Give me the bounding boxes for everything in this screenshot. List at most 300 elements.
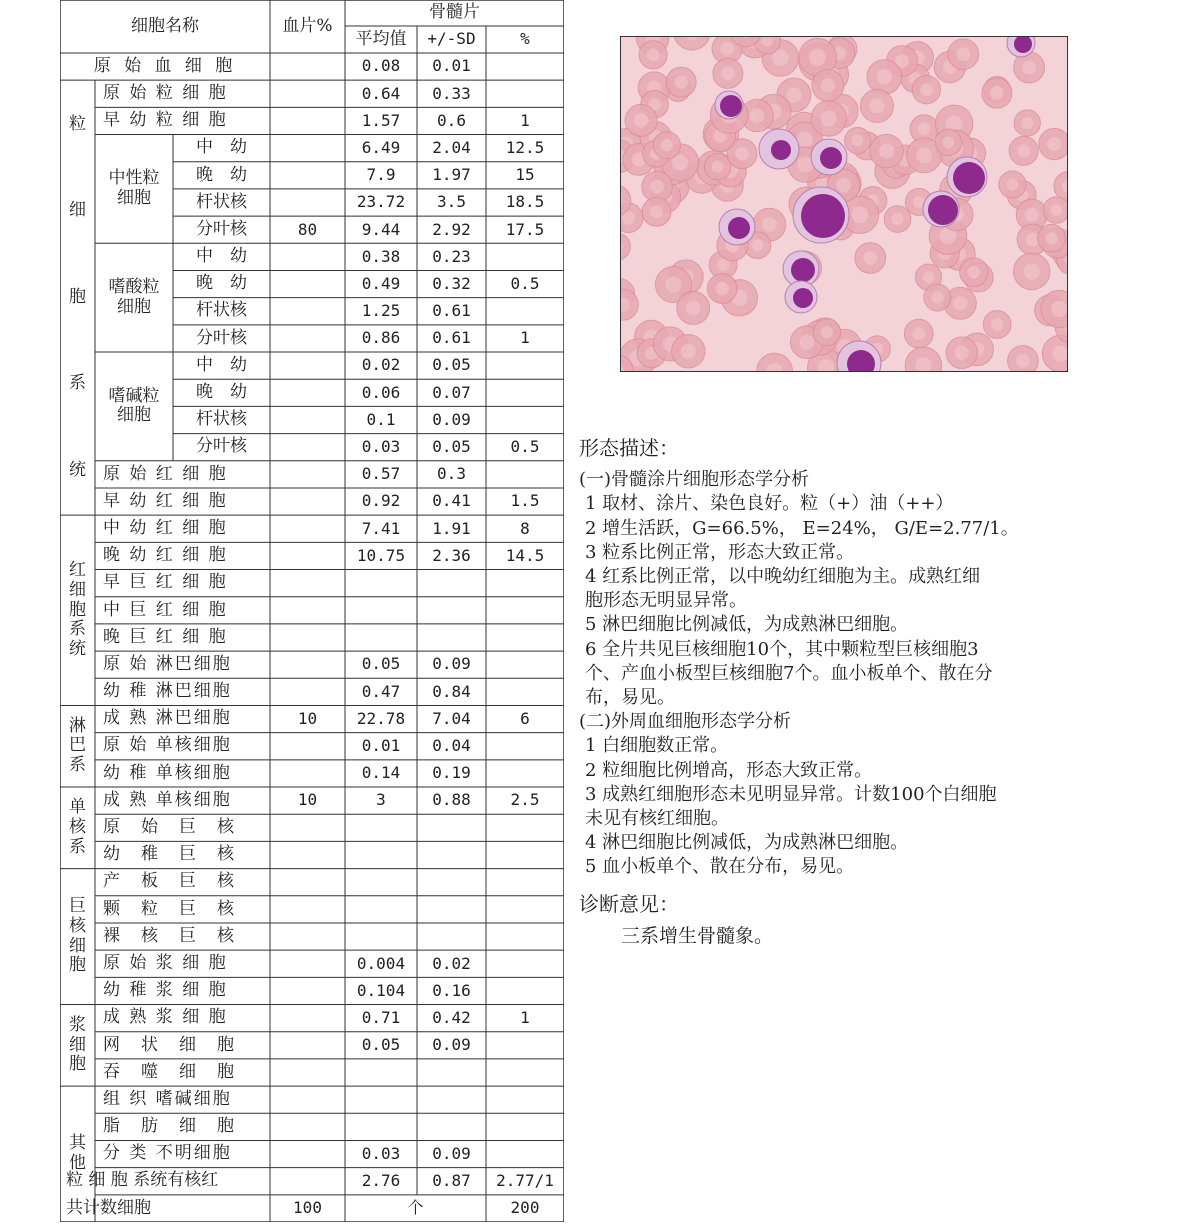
sd-value: 0.32 [432,273,471,293]
pct-value: 1 [520,328,530,348]
sd-value: 0.09 [432,1035,471,1055]
red-blood-cell-center [1006,178,1018,190]
sd-value: 2.04 [432,137,471,157]
red-blood-cell-center [877,69,893,85]
cell-name: 原 始 浆 细 胞 [103,952,228,973]
mean-value: 0.86 [361,328,401,348]
report-line: 3 成熟红细胞形态未见明显异常。计数100个白细胞 [585,783,997,805]
mean-value: 0.03 [361,1143,401,1163]
blood-pct-value [270,570,345,597]
blood-pct-value [270,243,345,270]
cell-nucleus [801,194,845,238]
mean-value: 7.41 [361,518,401,538]
mean-value: 0.71 [361,1007,401,1027]
mean-value: 1.25 [361,301,401,321]
cell-name: 中 幼 [196,137,247,158]
pct-value: 1.5 [510,491,540,511]
mean-value: 10.75 [356,545,406,565]
blood-pct-value [270,53,345,80]
report-text [579,436,1171,948]
sd-value [417,1086,486,1113]
sd-value: 2.92 [432,219,471,239]
subgroup-label [95,352,173,461]
group-label [60,705,95,787]
mean-value: 0.02 [361,355,401,375]
cell-name: 晚 幼 [196,382,247,403]
blood-pct-value [270,298,345,325]
red-blood-cell-center [762,217,777,232]
group-label [60,1005,95,1087]
subgroup-label-line: 细胞 [117,296,151,317]
sd-value: 0.61 [432,301,471,321]
sd-value: 0.09 [432,1143,471,1163]
cell-name: 成 熟 浆 细 胞 [103,1007,228,1028]
cell-name: 吞 噬 细 胞 [103,1061,236,1082]
subgroup-label-line: 嗜碱粒 [108,385,160,406]
pct-value [486,678,564,705]
cell-name: 幼 稚 巨 核 [103,844,236,865]
cell-nucleus [793,288,813,308]
red-blood-cell-center [681,344,696,359]
cell-nucleus [791,258,815,282]
cell-name: 幼 稚 单核细胞 [103,762,232,783]
red-blood-cell-center [1016,354,1030,368]
blood-pct-value: 80 [297,219,318,239]
cell-nucleus [928,195,958,225]
sd-value: 7.04 [432,708,471,728]
group-label-char: 胞 [69,599,86,620]
report-line: 2 粒细胞比例增高，形态大致正常。 [585,759,873,781]
subgroup-label [95,243,173,352]
group-label-char: 细 [69,1034,86,1055]
cell-name: 早 幼 粒 细 胞 [103,110,228,131]
pct-value: 12.5 [505,137,545,157]
cell-name: 颗 粒 巨 核 [103,898,236,919]
sd-value [417,869,486,896]
pct-value: 2.5 [510,790,540,810]
cell-name: 原 始 红 细 胞 [103,463,228,484]
report-line: 6 全片共见巨核细胞10个，其中颗粒型巨核细胞3 [585,638,979,660]
blood-pct-value [270,461,345,488]
mean-value: 0.01 [361,736,401,756]
pct-value [486,651,564,678]
sd-value: 1.91 [432,518,471,538]
pct-value [486,923,564,950]
red-blood-cell-center [1017,144,1030,157]
mean-value: 0.06 [361,382,401,402]
red-blood-cell-center [786,87,801,102]
subgroup-label-line: 中性粒 [108,168,160,189]
red-blood-cell-center [665,276,681,292]
red-blood-cell-center [1047,137,1061,151]
cell-name: 早 巨 红 细 胞 [103,572,228,593]
pct-value [486,53,564,80]
pct-value: 0.5 [510,273,540,293]
pct-value: 1 [520,1007,530,1027]
pct-value [486,950,564,977]
pct-value [486,597,564,624]
mean-value: 0.49 [361,273,401,293]
sd-value: 0.42 [432,1007,471,1027]
pct-value: 1 [520,110,530,130]
cell-name: 原 始 单核细胞 [103,735,232,756]
header-marrow: 骨髓片 [429,2,480,23]
pct-value [486,243,564,270]
report-line: 1 白细胞数正常。 [585,735,729,757]
group-label-char: 细 [69,579,86,600]
group-label-char: 巨 [69,896,86,917]
group-label-char: 他 [69,1153,86,1174]
mean-value: 0.64 [361,83,401,103]
mean-value [345,624,417,651]
cell-name: 共计数细胞 [66,1197,151,1218]
cell-nucleus [820,147,842,169]
mean-value: 0.05 [361,654,401,674]
cell-name: 晚 幼 红 细 胞 [103,545,228,566]
sd-value: 3.5 [437,192,466,212]
cell-name: 分叶核 [196,218,247,239]
cell-name: 成 熟 单核细胞 [103,789,232,810]
group-label-char: 核 [69,817,86,838]
report-line: 2 增生活跃，G=66.5%， E=24%， G/E=2.77/1。 [585,517,1019,539]
mean-value: 0.92 [361,491,401,511]
sd-value: 0.61 [432,328,471,348]
blood-pct-value [270,814,345,841]
red-blood-cell-center [821,326,833,338]
pct-value [486,1113,564,1140]
blood-pct-value [270,1059,345,1086]
diagnosis-title: 诊断意见： [579,891,679,916]
sd-value: 0.3 [437,464,466,484]
red-blood-cell-center [1021,117,1033,129]
pct-value [486,461,564,488]
blood-pct-value [270,515,345,542]
red-blood-cell-center [863,251,877,265]
group-label [60,515,95,705]
red-blood-cell-center [869,99,884,114]
report-line: 3 粒系比例正常，形态大致正常。 [585,541,855,563]
mean-value [345,570,417,597]
mean-value: 1.57 [361,110,401,130]
report-line: 5 血小板单个、散在分布，易见。 [585,856,855,878]
pct-value [486,841,564,868]
mean-value: 23.72 [356,192,406,212]
red-blood-cell-center [650,205,663,218]
red-blood-cell-center [717,259,730,272]
red-blood-cell-center [647,48,660,61]
diagnosis-conclusion: 三系增生骨髓象。 [621,924,774,947]
group-label-char: 系 [69,619,86,640]
red-blood-cell-center [720,42,734,56]
blood-pct-value [270,733,345,760]
cell-name: 成 熟 淋巴细胞 [103,708,232,729]
sd-value [417,896,486,923]
header-sd: +/-SD [427,29,476,49]
red-blood-cell-center [956,47,970,61]
blood-pct-value [270,651,345,678]
red-blood-cell-center [918,122,931,135]
pct-value [486,352,564,379]
section1-body [579,492,1171,710]
red-blood-cell-center [721,67,734,80]
mean-value [345,869,417,896]
red-blood-cell-center [852,206,869,223]
sd-value: 0.07 [432,382,471,402]
group-label-char: 细 [69,935,86,956]
section1-title: (一)骨髓涂片细胞形态学分析 [579,469,810,491]
subgroup-label-line: 细胞 [117,405,151,426]
header-blood-pct: 血片% [282,15,333,36]
mean-value: 0.14 [361,763,401,783]
subgroup-label-line: 细胞 [117,187,151,208]
blood-pct-value [270,1086,345,1113]
mean-value: 0.57 [361,464,401,484]
mean-value: 7.9 [366,165,396,185]
group-label-char: 巴 [69,735,86,756]
mean-value [345,923,417,950]
cell-name: 脂 肪 细 胞 [103,1116,236,1137]
blood-pct-value [270,1140,345,1167]
mean-value: 0.05 [361,1035,401,1055]
cell-name: 晚 巨 红 细 胞 [103,626,228,647]
sd-value [417,814,486,841]
group-label-char: 其 [69,1133,86,1154]
red-blood-cell-center [809,49,826,66]
cell-name: 原 始 血 细 胞 [93,55,237,76]
group-label-char: 浆 [69,1014,86,1035]
mean-value: 22.78 [356,708,406,728]
red-blood-cell-center [836,178,851,193]
mean-value [345,1086,417,1113]
red-blood-cell-center [715,282,728,295]
blood-pct-value [270,542,345,569]
smear-image [621,37,1068,372]
blood-pct-value [270,162,345,189]
blood-pct-value [270,1113,345,1140]
group-label-char: 单 [69,797,86,818]
group-label-char: 淋 [69,715,86,736]
sd-value [417,841,486,868]
red-blood-cell-center [943,136,955,148]
pct-value [486,869,564,896]
blood-pct-value [270,1032,345,1059]
red-blood-cell-center [1022,61,1036,75]
blood-pct-value: 10 [297,790,318,810]
pct-value: 8 [520,518,530,538]
sd-value: 1.97 [432,165,471,185]
group-label-char: 核 [69,915,86,936]
pct-value [486,733,564,760]
red-blood-cell-center [912,327,925,340]
bone-marrow-report-table [60,0,564,1222]
mean-value [345,814,417,841]
blood-pct-value [270,406,345,433]
sd-value: 0.09 [432,409,471,429]
report-line: 1 取材、涂片、染色良好。粒（+）油（++） [585,493,954,515]
mean-value [345,597,417,624]
red-blood-cell-center [1045,232,1057,244]
mean-value: 9.44 [361,219,401,239]
mean-value: 0.1 [366,409,396,429]
red-blood-cell-center [1051,301,1068,318]
cell-nucleus [771,140,791,160]
group-label-char: 统 [69,459,86,480]
mean-value [345,1113,417,1140]
pct-value: 200 [510,1198,540,1218]
section2-title: (二)外周血细胞形态学分析 [579,711,792,733]
red-blood-cell-center [955,346,969,360]
group-label-char: 细 [69,200,86,221]
mean-value: 0.03 [361,436,401,456]
red-blood-cell-center [821,78,835,92]
sd-value: 0.88 [432,790,471,810]
pct-value [486,298,564,325]
pct-value [486,1059,564,1086]
blood-pct-value [270,352,345,379]
report-line: 布，易见。 [585,687,675,709]
marrow-smear-photo [620,36,1068,372]
blood-pct-value [270,135,345,162]
blood-pct-value [270,488,345,515]
group-label-char: 系 [69,755,86,775]
red-blood-cell-center [1025,208,1039,222]
mean-value [345,841,417,868]
morph-title: 形态描述： [579,436,679,460]
subgroup-label-line: 嗜酸粒 [108,277,160,298]
sd-value [417,923,486,950]
red-blood-cell-center [991,318,1003,330]
sd-value: 0.04 [432,736,471,756]
cell-name: 粒 细 胞 系统有核红 [66,1170,219,1191]
group-label-char: 粒 [69,113,86,134]
sd-value: 0.05 [432,436,471,456]
sd-value [417,597,486,624]
cell-name: 分叶核 [196,327,247,348]
report-line: 4 红系比例正常，以中晚幼红细胞为主。成熟红细 [585,566,981,588]
cell-name: 中 幼 红 细 胞 [103,517,228,538]
blood-pct-value [270,923,345,950]
red-blood-cell-center [634,113,648,127]
cell-name: 分 类 不明细胞 [103,1143,232,1164]
pct-value [486,814,564,841]
group-label-char: 胞 [69,955,86,976]
blood-pct-value [270,379,345,406]
section2-body [579,734,1171,879]
blood-pct-value [270,597,345,624]
cell-name: 早 幼 红 细 胞 [103,490,228,511]
blood-pct-value [270,896,345,923]
sd-value: 0.01 [432,56,471,76]
mean-value: 0.47 [361,681,401,701]
mean-value [345,896,417,923]
group-label [60,80,95,515]
blood-pct-value [270,624,345,651]
cell-name: 杆状核 [196,409,247,430]
cell-name: 组 织 嗜碱细胞 [103,1088,232,1109]
blood-pct-value [270,760,345,787]
report-line: 胞形态无明显异常。 [585,590,747,612]
red-blood-cell-center [799,335,814,350]
mean-value: 0.004 [356,953,406,973]
report-line: 未见有核红细胞。 [585,808,729,830]
blood-pct-value [270,977,345,1004]
mean-value [345,1059,417,1086]
pct-value [486,406,564,433]
blood-pct-value [270,325,345,352]
sd-value: 0.87 [432,1171,471,1191]
blood-pct-value [270,189,345,216]
group-label-char: 系 [69,836,86,857]
blood-pct-value [270,434,345,461]
pct-value [486,896,564,923]
blood-pct-value: 10 [297,708,318,728]
red-blood-cell-center [852,135,864,147]
blood-pct-value [270,678,345,705]
cell-name: 杆状核 [196,191,247,212]
cell-name: 中 幼 [196,246,247,267]
group-label-char: 胞 [69,1054,86,1075]
red-blood-cell-center [931,291,943,303]
red-blood-cell-center [923,271,935,283]
red-blood-cell-center [1050,204,1062,216]
sd-value: 0.05 [432,355,471,375]
pct-value [486,1140,564,1167]
cell-nucleus [720,95,742,117]
cell-nucleus [728,217,750,239]
cell-name: 幼 稚 淋巴细胞 [103,681,232,702]
cell-name: 原 始 粒 细 胞 [103,82,228,103]
blood-pct-value [270,869,345,896]
pct-value [486,379,564,406]
pct-value: 14.5 [505,545,545,565]
red-blood-cell-center [879,144,894,159]
cell-name: 晚 幼 [196,273,247,294]
group-label-char: 统 [69,638,86,659]
sd-value [417,624,486,651]
red-blood-cell-center [967,266,980,279]
red-blood-cell-center [686,301,701,316]
sd-value: 0.16 [432,980,471,1000]
mean-value: 0.08 [361,56,401,76]
blood-pct-value [270,1168,345,1195]
cell-name: 产 板 巨 核 [103,871,236,892]
pct-value [486,80,564,107]
cell-name: 中 幼 [196,354,247,375]
sd-value: 0.23 [432,246,471,266]
pct-value: 15 [515,165,535,185]
sd-value: 2.36 [432,545,471,565]
pct-value: 6 [520,708,530,728]
red-blood-cell-center [661,139,673,151]
mean-value: 0.38 [361,246,401,266]
group-label-char: 红 [69,560,86,581]
cell-nucleus [953,162,985,194]
sd-value [417,1113,486,1140]
group-label-char: 胞 [69,286,86,307]
pct-value [486,570,564,597]
cell-name: 网 状 细 胞 [103,1034,236,1055]
report-line: 5 淋巴细胞比例减低，为成熟淋巴细胞。 [585,614,909,636]
mean-value: 0.104 [356,980,406,1000]
red-blood-cell-center [735,147,748,160]
blood-pct-value [270,107,345,134]
sd-value: 0.19 [432,763,471,783]
cell-name: 晚 幼 [196,164,247,185]
cell-name: 中 巨 红 细 胞 [103,599,228,620]
pct-value [486,977,564,1004]
red-blood-cell-center [1024,263,1040,279]
red-blood-cell-center [712,161,724,173]
